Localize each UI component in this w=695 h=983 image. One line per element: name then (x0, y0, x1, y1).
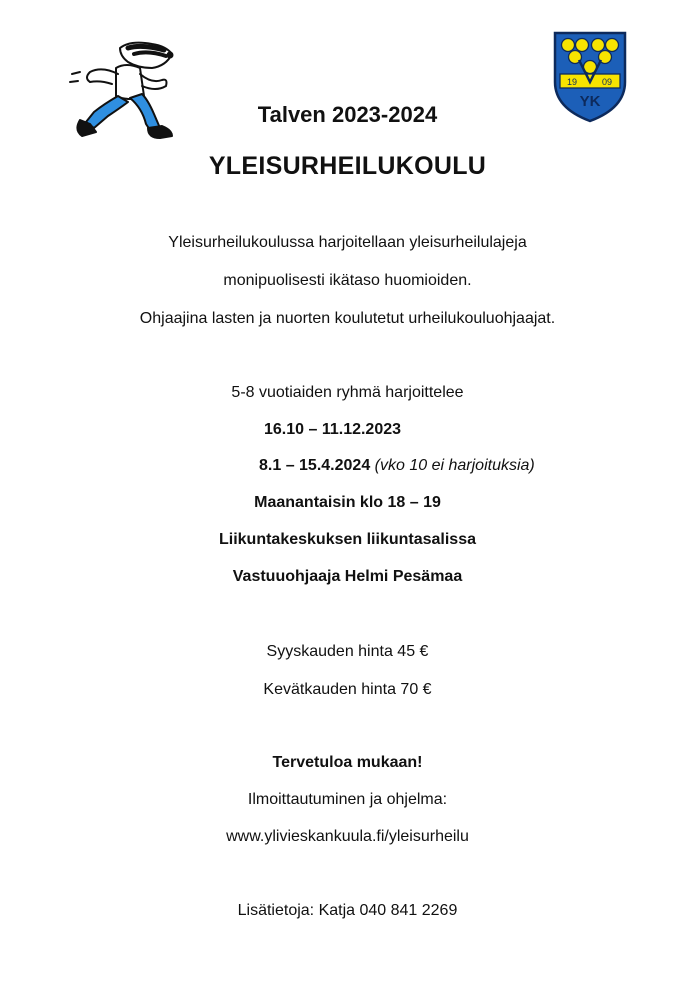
signup-url-link[interactable]: www.ylivieskankuula.fi/yleisurheilu (226, 828, 469, 845)
training-time: Maanantaisin klo 18 – 19 (254, 494, 441, 511)
season-subtitle: Talven 2023-2024 (257, 102, 438, 127)
period-spring-note: (vko 10 ei harjoituksia) (374, 457, 535, 474)
group-info: 5-8 vuotiaiden ryhmä harjoittelee (231, 384, 464, 401)
signup-label: Ilmoittautuminen ja ohjelma: (247, 791, 448, 808)
period-autumn: 16.10 – 11.12.2023 (264, 421, 402, 438)
contact-info: Lisätietoja: Katja 040 841 2269 (237, 902, 458, 919)
page-title: YLEISURHEILUKOULU (208, 152, 487, 180)
welcome-text: Tervetuloa mukaan! (272, 754, 423, 771)
intro-line-3: Ohjaajina lasten ja nuorten koulutetut urheilukouluohjaajat. (139, 310, 556, 327)
intro-line-1: Yleisurheilukoulussa harjoitellaan yleisurheilulajeja (168, 234, 527, 251)
intro-line-2: monipuolisesti ikätaso huomioiden. (223, 272, 472, 289)
period-spring-row (259, 457, 535, 475)
logo-initials: YK (579, 93, 601, 110)
price-spring: Kevätkauden hinta 70 € (263, 681, 432, 698)
price-autumn: Syyskauden hinta 45 € (266, 643, 429, 660)
period-spring: 8.1 – 15.4.2024 (259, 457, 371, 474)
logo-year-left: 19 (567, 77, 578, 87)
head-coach: Vastuuohjaaja Helmi Pesämaa (232, 568, 463, 585)
training-place: Liikuntakeskuksen liikuntasalissa (218, 531, 476, 548)
logo-year-right: 09 (602, 77, 613, 87)
